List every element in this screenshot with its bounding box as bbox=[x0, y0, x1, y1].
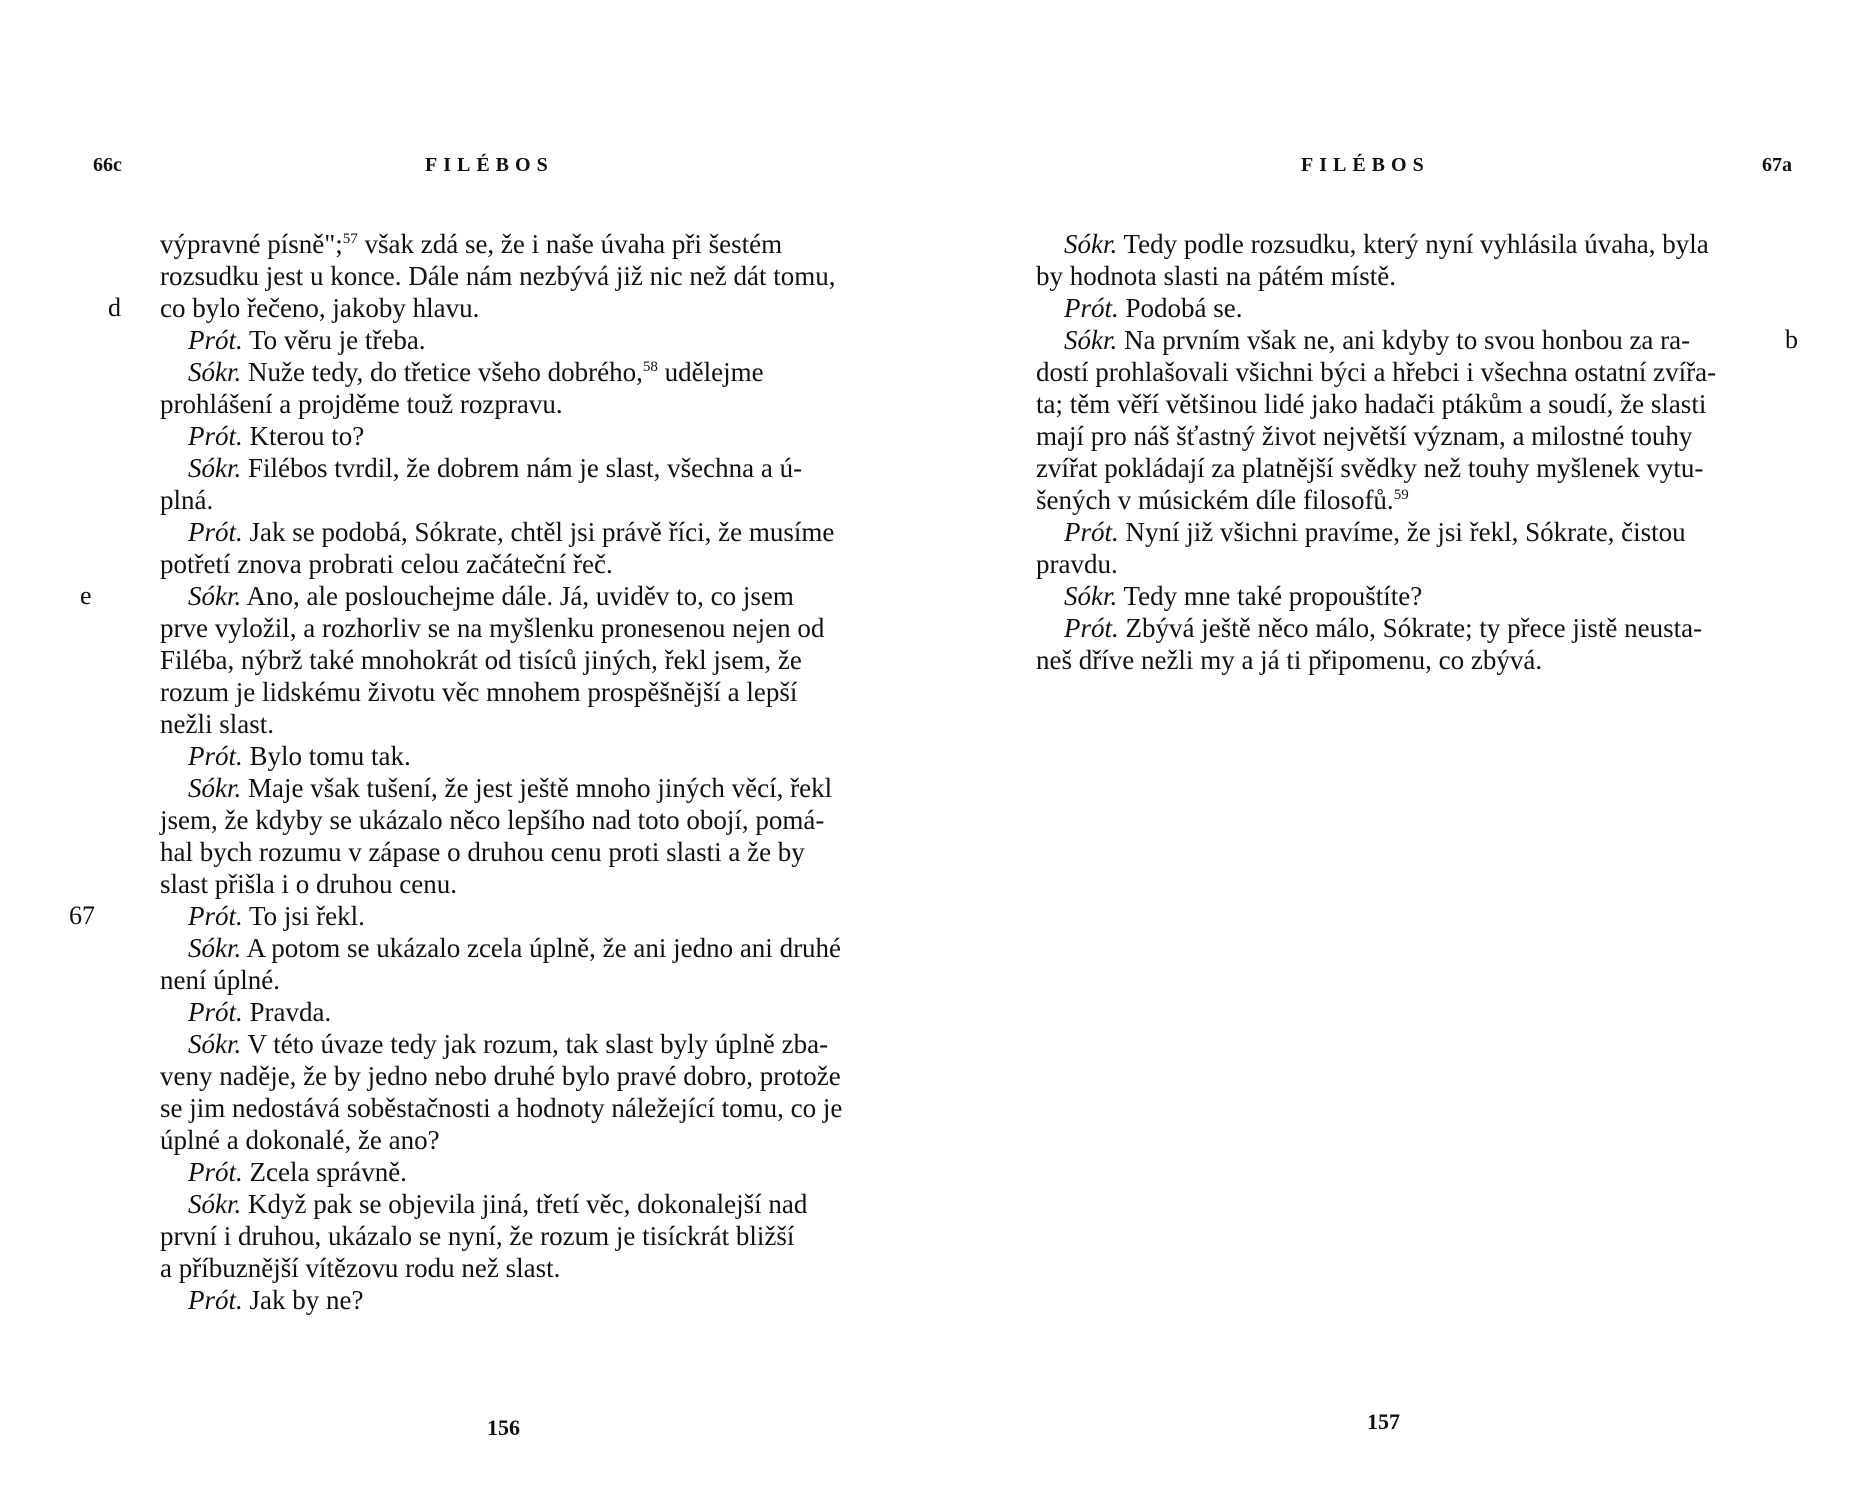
dialogue-line: Sókr. Když pak se objevila jiná, třetí věc, dokonalejší nad bbox=[188, 1189, 808, 1219]
text-line: mají pro náš šťastný život největší význam, a milostné touhy bbox=[1036, 421, 1693, 451]
text-line: dostí prohlašovali všichni býci a hřebci i všechna ostatní zvířa- bbox=[1036, 357, 1717, 387]
footnote-ref[interactable]: 59 bbox=[1393, 487, 1409, 503]
footnote-ref[interactable]: 58 bbox=[642, 359, 658, 375]
dialogue-line: Prót. Jak se podobá, Sókrate, chtěl jsi právě říci, že musíme bbox=[188, 517, 835, 547]
dialogue-line: Sókr. Tedy podle rozsudku, který nyní vyhlásila úvaha, byla bbox=[1064, 229, 1709, 259]
text-line: jsem, že kdyby se ukázalo něco lepšího nad toto obojí, pomá- bbox=[160, 805, 825, 835]
text-line: pravdu. bbox=[1036, 549, 1118, 579]
stephanus-marker: 67a bbox=[1762, 154, 1792, 176]
dialogue-line: Sókr. V této úvaze tedy jak rozum, tak slast byly úplně zba- bbox=[188, 1029, 829, 1059]
dialogue-line: Prót. Pravda. bbox=[188, 997, 332, 1027]
page-number: 157 bbox=[1367, 1409, 1400, 1434]
text-line: Filéba, nýbrž také mnohokrát od tisíců jiných, řekl jsem, že bbox=[160, 645, 802, 675]
dialogue-line: Prót. Kterou to? bbox=[188, 421, 365, 451]
margin-number-67: 67 bbox=[69, 901, 95, 930]
speaker: Prót. bbox=[188, 325, 243, 355]
speaker: Prót. bbox=[1064, 517, 1119, 547]
dialogue-line: Sókr. Filébos tvrdil, že dobrem nám je slast, všechna a ú- bbox=[188, 453, 803, 483]
text-line: výpravné písně";$^{57}$ však zdá se, že i naše úvaha při šestém bbox=[160, 229, 783, 259]
text-line: d co bylo řečeno, jakoby hlavu. bbox=[108, 293, 480, 323]
dialogue-line: Sókr. Nuže tedy, do třetice všeho dobrého,$^{58}$ udělejme bbox=[188, 357, 764, 387]
right-page bbox=[931, 0, 1862, 1501]
text-line: zvířat pokládají za platnější svědky než touhy myšlenek vytu- bbox=[1036, 453, 1704, 483]
running-head: FILÉBOS bbox=[1301, 154, 1430, 176]
dialogue-line: 67 Prót. To jsi řekl. bbox=[69, 901, 365, 931]
speaker: Sókr. bbox=[188, 1029, 242, 1059]
footnote-ref[interactable]: 57 bbox=[342, 231, 358, 247]
dialogue-line: Prót. Jak by ne? bbox=[188, 1285, 364, 1315]
dialogue-line: Sókr. A potom se ukázalo zcela úplně, že ani jedno ani druhé bbox=[188, 933, 842, 963]
text-line: šených v músickém díle filosofů.$^{59}$ bbox=[1036, 485, 1409, 515]
dialogue-line: Prót. Podobá se. bbox=[1064, 293, 1243, 323]
page-number: 156 bbox=[487, 1415, 520, 1440]
dialogue-line: Sókr. Maje však tušení, že jest ještě mnoho jiných věcí, řekl bbox=[188, 773, 833, 803]
dialogue-line: Prót. Zcela správně. bbox=[188, 1157, 407, 1187]
speaker: Prót. bbox=[188, 1285, 243, 1315]
text-line: a příbuznější vítězovu rodu než slast. bbox=[160, 1253, 561, 1283]
margin-letter-d: d bbox=[108, 293, 121, 322]
text-line: plná. bbox=[160, 485, 214, 515]
speaker: Prót. bbox=[188, 517, 243, 547]
speaker: Sókr. bbox=[188, 1189, 242, 1219]
speaker: Sókr. bbox=[1064, 325, 1118, 355]
speaker: Sókr. bbox=[1064, 581, 1118, 611]
dialogue-line: Prót. Bylo tomu tak. bbox=[188, 741, 411, 771]
page-text bbox=[69, 228, 852, 1316]
speaker: Prót. bbox=[1064, 293, 1119, 323]
text-line: nežli slast. bbox=[160, 709, 274, 739]
dialogue-line: Prót. Nyní již všichni pravíme, že jsi řekl, Sókrate, čistou bbox=[1064, 517, 1686, 547]
text-line: úplné a dokonalé, že ano? bbox=[160, 1125, 440, 1155]
speaker: Prót. bbox=[188, 901, 243, 931]
speaker: Sókr. bbox=[188, 773, 242, 803]
speaker: Sókr. bbox=[188, 357, 242, 387]
text-line: první i druhou, ukázalo se nyní, že rozum je tisíckrát bližší bbox=[160, 1221, 795, 1251]
text-line: rozsudku jest u konce. Dále nám nezbývá již nic než dát tomu, bbox=[160, 261, 836, 291]
speaker: Sókr. bbox=[188, 933, 242, 963]
speaker: Prót. bbox=[188, 741, 243, 771]
text-line: potřetí znova probrati celou začáteční řeč. bbox=[160, 549, 613, 579]
text-line: se jim nedostává soběstačnosti a hodnoty náležející tomu, co je bbox=[160, 1093, 843, 1123]
page-text bbox=[1036, 228, 1798, 676]
speaker: Prót. bbox=[188, 1157, 243, 1187]
dialogue-line: Sókr. Tedy mne také propouštíte? bbox=[1064, 581, 1423, 611]
dialogue-line: Prót. Zbývá ještě něco málo, Sókrate; ty přece jistě neusta- bbox=[1064, 613, 1703, 643]
text-line: není úplné. bbox=[160, 965, 280, 995]
margin-letter-e: e bbox=[80, 581, 92, 610]
speaker: Sókr. bbox=[188, 453, 242, 483]
text-line: hal bych rozumu v zápase o druhou cenu proti slasti a že by bbox=[160, 837, 805, 867]
speaker: Sókr. bbox=[188, 581, 242, 611]
speaker: Prót. bbox=[1064, 613, 1119, 643]
dialogue-line: e Sókr. Ano, ale poslouchejme dále. Já, uviděv to, co jsem bbox=[80, 581, 794, 611]
stephanus-marker: 66c bbox=[93, 154, 122, 176]
dialogue-line: Sókr. Na prvním však ne, ani kdyby to svou honbou za ra- b bbox=[1064, 325, 1798, 355]
dialogue-line: Prót. To věru je třeba. bbox=[188, 325, 426, 355]
margin-letter-b: b bbox=[1785, 325, 1798, 354]
text-line: prve vyložil, a rozhorliv se na myšlenku pronesenou nejen od bbox=[160, 613, 825, 643]
text-line: by hodnota slasti na pátém místě. bbox=[1036, 261, 1396, 291]
speaker: Sókr. bbox=[1064, 229, 1118, 259]
running-head: FILÉBOS bbox=[425, 154, 554, 176]
text-line: prohlášení a projděme touž rozpravu. bbox=[160, 389, 563, 419]
text-line: veny naděje, že by jedno nebo druhé bylo pravé dobro, protože bbox=[160, 1061, 841, 1091]
text-line: rozum je lidskému životu věc mnohem prospěšnější a lepší bbox=[160, 677, 798, 707]
speaker: Prót. bbox=[188, 421, 243, 451]
text-line: slast přišla i o druhou cenu. bbox=[160, 869, 457, 899]
text-line: ta; těm věří většinou lidé jako hadači ptákům a soudí, že slasti bbox=[1036, 389, 1707, 419]
speaker: Prót. bbox=[188, 997, 243, 1027]
text-line: neš dříve nežli my a já ti připomenu, co zbývá. bbox=[1036, 645, 1543, 675]
